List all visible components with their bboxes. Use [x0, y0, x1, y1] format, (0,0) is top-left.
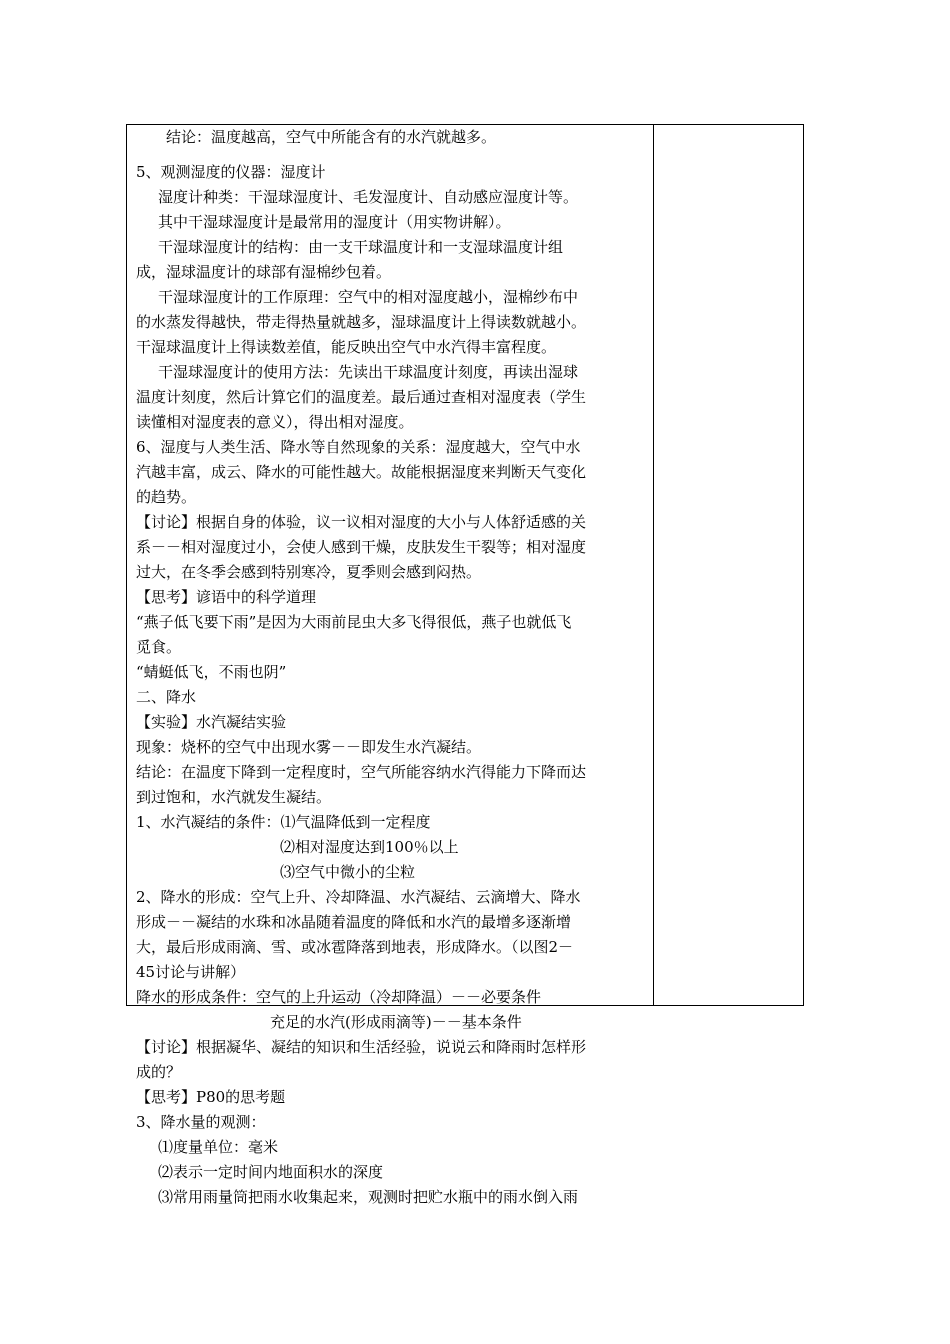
text-line: 干湿球湿度计的使用方法：先读出干球温度计刻度，再读出湿球 [158, 363, 579, 381]
text-line: 结论：在温度下降到一定程度时，空气所能容纳水汽得能力下降而达 [136, 763, 587, 781]
text-line: ⑵表示一定时间内地面积水的深度 [158, 1163, 384, 1181]
paragraph-gap [136, 150, 648, 160]
text-line: 的水蒸发得越快，带走得热量就越多，湿球温度计上得读数就越小。 [136, 313, 587, 331]
text-line: 【讨论】根据凝华、凝结的知识和生活经验，说说云和降雨时怎样形 [136, 1038, 587, 1056]
text-line: ⑴度量单位：毫米 [158, 1138, 279, 1156]
text-line: 6、湿度与人类生活、降水等自然现象的关系：湿度越大，空气中水 [136, 438, 581, 456]
lesson-table [126, 124, 804, 1206]
text-line: 汽越丰富，成云、降水的可能性越大。故能根据湿度来判断天气变化 [136, 463, 587, 481]
text-line: 【思考】谚语中的科学道理 [136, 588, 317, 606]
text-line: “蜻蜓低飞，不雨也阴” [136, 663, 287, 681]
text-line: 【讨论】根据自身的体验，议一议相对湿度的大小与人体舒适感的关 [136, 513, 587, 531]
text-line: 成的？ [136, 1063, 182, 1081]
text-line: 形成－－凝结的水珠和冰晶随着温度的降低和水汽的最增多逐渐增 [136, 913, 572, 931]
text-line: 2、降水的形成：空气上升、冷却降温、水汽凝结、云滴增大、降水 [136, 888, 581, 906]
text-line: 充足的水汽(形成雨滴等)－－基本条件 [270, 1013, 522, 1031]
text-line: 【思考】P80的思考题 [136, 1088, 286, 1106]
text-line: 【实验】水汽凝结实验 [136, 713, 287, 731]
text-line: 1、水汽凝结的条件：⑴气温降低到一定程度 [136, 813, 431, 831]
text-line: 干湿球湿度计的工作原理：空气中的相对湿度越小，湿棉纱布中 [158, 288, 579, 306]
text-line: 5、观测湿度的仪器：湿度计 [136, 163, 326, 181]
text-line: ⑵相对湿度达到100％以上 [280, 838, 459, 856]
text-line: 成，湿球温度计的球部有湿棉纱包着。 [136, 263, 392, 281]
text-line: 的趋势。 [136, 488, 197, 506]
text-line: 45讨论与讲解） [136, 963, 246, 981]
text-line: 干湿球温度计上得读数差值，能反映出空气中水汽得丰富程度。 [136, 338, 557, 356]
text-line: 干湿球湿度计的结构：由一支干球温度计和一支湿球温度计组 [158, 238, 564, 256]
text-line: 到过饱和，水汽就发生凝结。 [136, 788, 332, 806]
text-line: 二、降水 [136, 688, 197, 706]
text-line: 结论：温度越高，空气中所能含有的水汽就越多。 [166, 128, 497, 146]
text-line: 湿度计种类：干湿球湿度计、毛发湿度计、自动感应湿度计等。 [158, 188, 579, 206]
text-line: ⑶常用雨量筒把雨水收集起来，观测时把贮水瓶中的雨水倒入雨 [158, 1188, 579, 1206]
text-line: 过大，在冬季会感到特别寒冷，夏季则会感到闷热。 [136, 563, 482, 581]
text-line: 现象：烧杯的空气中出现水雾－－即发生水汽凝结。 [136, 738, 482, 756]
text-line: 降水的形成条件：空气的上升运动（冷却降温）－－必要条件 [136, 988, 542, 1006]
text-line: 觅食。 [136, 638, 182, 656]
text-line: 3、降水量的观测： [136, 1113, 266, 1131]
text-line: 系－－相对湿度过小，会使人感到干燥，皮肤发生干裂等；相对湿度 [136, 538, 587, 556]
text-line: ⑶空气中微小的尘粒 [280, 863, 416, 881]
text-line: 大，最后形成雨滴、雪、或冰雹降落到地表，形成降水。（以图2－ [136, 938, 574, 956]
text-line: “燕子低飞要下雨”是因为大雨前昆虫大多飞得很低，燕子也就低飞 [136, 613, 572, 631]
text-line: 温度计刻度，然后计算它们的温度差。最后通过查相对湿度表（学生 [136, 388, 587, 406]
column-divider [653, 125, 654, 1005]
text-line: 其中干湿球湿度计是最常用的湿度计（用实物讲解）。 [158, 213, 511, 231]
text-line: 读懂相对湿度表的意义），得出相对湿度。 [136, 413, 414, 431]
lesson-content-cell [136, 125, 648, 1210]
